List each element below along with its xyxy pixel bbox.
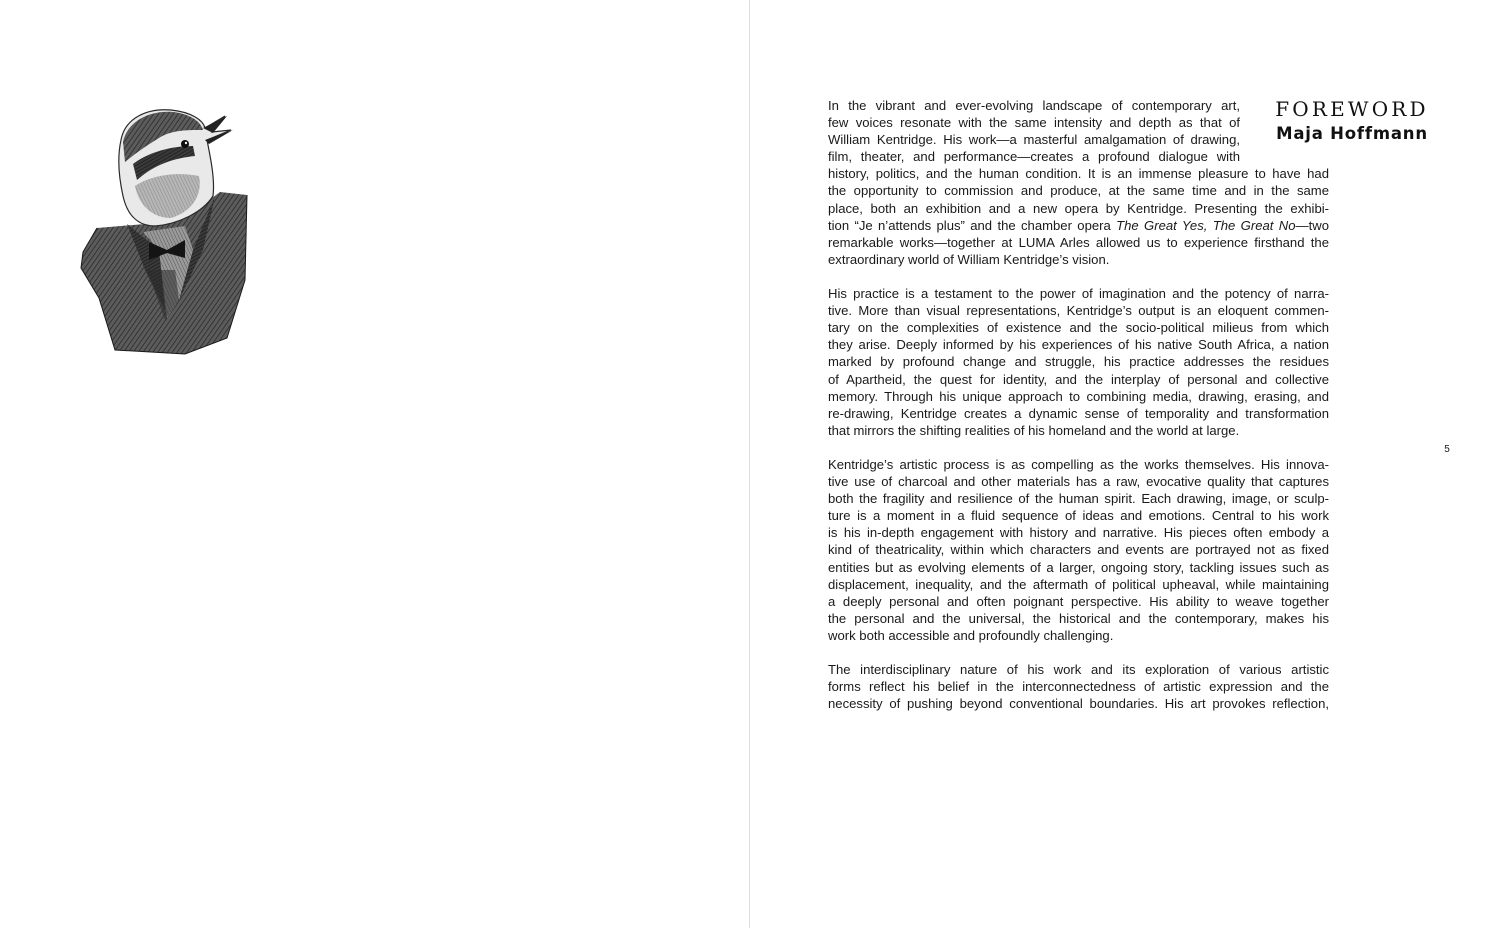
text-line: displacement, inequality, and the aftermath of political upheaval, while maintaining <box>828 576 1329 592</box>
text-line <box>828 217 1329 234</box>
text-line: memory. Through his unique approach to combining media, drawing, erasing, and <box>828 388 1329 404</box>
paragraph-3 <box>828 456 1329 644</box>
text-line: In the vibrant and ever-evolving landscape of contemporary art, <box>828 98 1240 113</box>
text-line: entities but as evolving elements of a larger, ongoing story, tackling issues such as <box>828 559 1329 575</box>
paragraph-4 <box>828 661 1329 712</box>
paragraph-2 <box>828 285 1329 439</box>
foreword-title: FOREWORD <box>1275 97 1429 121</box>
text-line: Kentridge’s artistic process is as compelling as the works themselves. His innova- <box>828 456 1329 472</box>
text-line: forms reflect his belief in the interconnectedness of artistic expression and the <box>828 679 1329 695</box>
text-line: a deeply personal and often poignant perspective. His ability to weave together <box>828 593 1329 609</box>
text-line: both the fragility and resilience of the human spirit. Each drawing, image, or sculp- <box>828 491 1329 507</box>
text-line: tive. More than visual representations, Kentridge’s output is an eloquent commen- <box>828 303 1329 319</box>
text-line: ture is a moment in a fluid sequence of ideas and emotions. Central to his work <box>828 508 1329 524</box>
text-line: they arise. Deeply informed by his experiences of his native South Africa, a nation <box>828 337 1329 353</box>
foreword-body <box>828 97 1329 729</box>
text-line: re-drawing, Kentridge creates a dynamic sense of temporality and transformation <box>828 405 1329 421</box>
text-line: The interdisciplinary nature of his work and its exploration of various artistic <box>828 662 1329 678</box>
text-line: William Kentridge. His work—a masterful amalgamation of drawing, <box>828 132 1240 148</box>
text-line: His practice is a testament to the power of imagination and the potency of narra- <box>828 286 1329 302</box>
bird-figure-illustration <box>75 100 260 362</box>
paragraph-1 <box>828 97 1329 268</box>
text-line: kind of theatricality, within which characters and events are portrayed not as fixed <box>828 542 1329 558</box>
text-line: tary on the complexities of existence and the socio-political milieus from which <box>828 320 1329 336</box>
text-line: place, both an exhibition and a new opera by Kentridge. Presenting the exhibi- <box>828 200 1329 216</box>
text-line: work both accessible and profoundly challenging. <box>828 627 1114 643</box>
text-line: is his in-depth engagement with history and narrative. His pieces often embody a <box>828 525 1329 541</box>
text-line: that mirrors the shifting realities of his homeland and the world at large. <box>828 422 1240 438</box>
text-segment: —two <box>1295 217 1329 233</box>
foreword-author: Maja Hoffmann <box>1276 124 1428 143</box>
text-line: few voices resonate with the same intensity and depth as that of <box>828 115 1240 131</box>
left-page <box>0 0 749 928</box>
text-line: of Apartheid, the quest for identity, and the interplay of personal and collective <box>828 371 1329 387</box>
text-line: necessity of pushing beyond conventional boundaries. His art provokes reflection, <box>828 696 1329 712</box>
page-number: 5 <box>1444 444 1450 455</box>
text-line: marked by profound change and struggle, his practice addresses the residues <box>828 354 1329 370</box>
opera-title: The Great Yes, The Great No <box>1116 217 1296 233</box>
text-line: remarkable works—together at LUMA Arles allowed us to experience firsthand the <box>828 234 1329 250</box>
text-segment: tion “Je n’attends plus” and the chamber opera <box>828 217 1117 233</box>
text-line: the opportunity to commission and produce, at the same time and in the same <box>828 183 1329 199</box>
text-line: extraordinary world of William Kentridge’s vision. <box>828 251 1110 267</box>
text-line: tive use of charcoal and other materials has a raw, evocative quality that captures <box>828 474 1329 490</box>
text-line: the personal and the universal, the historical and the contemporary, makes his <box>828 610 1329 626</box>
text-line: film, theater, and performance—creates a profound dialogue with <box>828 149 1240 165</box>
text-line: history, politics, and the human condition. It is an immense pleasure to have had <box>828 166 1329 182</box>
